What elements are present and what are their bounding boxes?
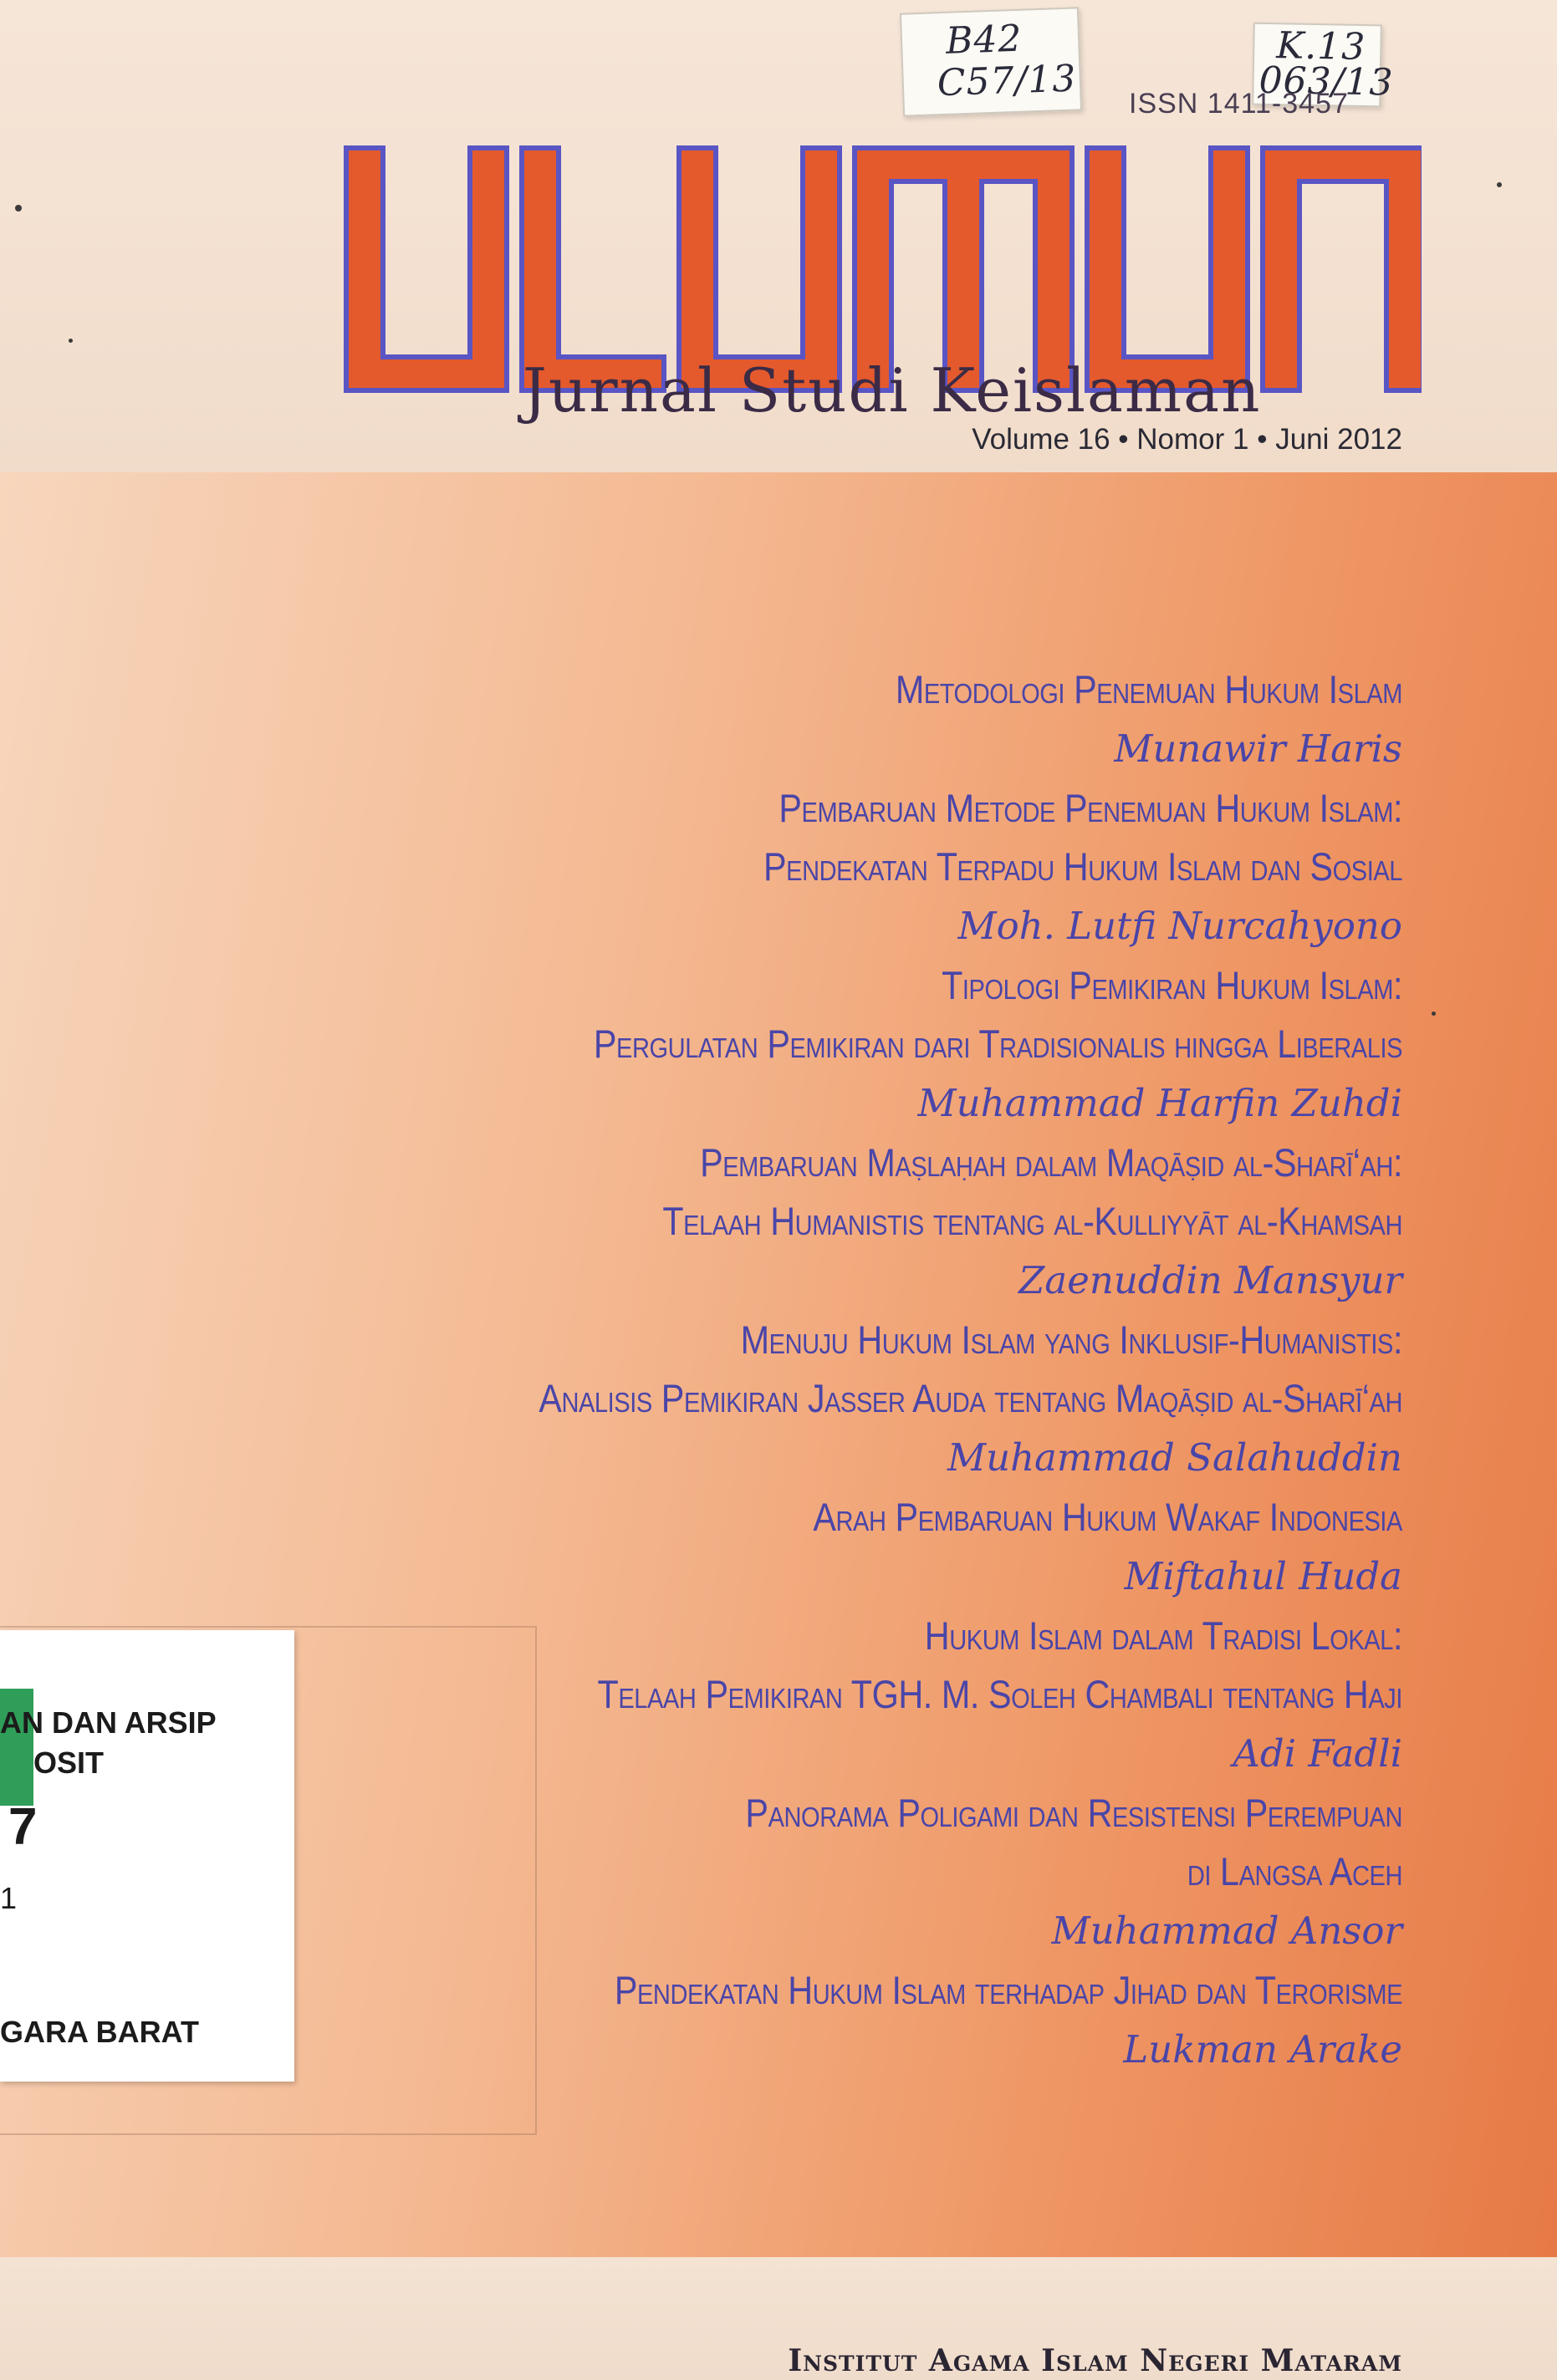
dust-speck bbox=[1497, 182, 1502, 187]
logo-letter bbox=[346, 148, 507, 390]
toc-entry bbox=[148, 779, 1402, 956]
article-author: Zaenuddin Mansyur bbox=[1018, 1258, 1402, 1302]
article-title: di Langsa Aceh bbox=[1187, 1849, 1402, 1893]
logo-letter bbox=[855, 148, 1072, 390]
article-author: Miftahul Huda bbox=[1124, 1554, 1402, 1598]
call-number-sticker bbox=[900, 7, 1082, 116]
article-title: Pergulatan Pemikiran dari Tradisionalis hingga Liberalis bbox=[593, 1022, 1402, 1066]
issue-info: Volume 16 • Nomor 1 • Juni 2012 bbox=[972, 423, 1402, 456]
toc-entry bbox=[148, 956, 1402, 1134]
publisher-name: Institut Agama Islam Negeri Mataram bbox=[788, 2343, 1402, 2378]
article-title: Menuju Hukum Islam yang Inklusif-Humanistis: bbox=[740, 1317, 1402, 1362]
accession-line-1: K.13 bbox=[1275, 24, 1366, 69]
article-title: Telaah Pemikiran TGH. M. Soleh Chambali tentang Haji bbox=[597, 1672, 1402, 1716]
logo-letter bbox=[522, 148, 664, 390]
article-title: Analisis Pemikiran Jasser Auda tentang Maqāṣid al-Sharī‘ah bbox=[539, 1376, 1402, 1420]
accession-line-2: 063/13 bbox=[1258, 59, 1394, 104]
article-author: Moh. Lutfi Nurcahyono bbox=[957, 904, 1402, 948]
article-author: Munawir Haris bbox=[1114, 726, 1402, 771]
article-title: Pembaruan Metode Penemuan Hukum Islam: bbox=[778, 786, 1402, 830]
toc-entry bbox=[148, 1488, 1402, 1607]
toc-entry bbox=[148, 1311, 1402, 1488]
dust-speck bbox=[15, 205, 22, 211]
logo-letter bbox=[1263, 148, 1422, 390]
label-line-3: 7 bbox=[8, 1798, 38, 1856]
call-number-line-1: B42 bbox=[945, 17, 1024, 63]
article-title: Tipologi Pemikiran Hukum Islam: bbox=[942, 963, 1402, 1007]
call-number-line-2: C57/13 bbox=[936, 57, 1078, 105]
label-line-4: 1 bbox=[0, 1881, 18, 1915]
article-author: Lukman Arake bbox=[1123, 2027, 1402, 2072]
article-title: Arah Pembaruan Hukum Wakaf Indonesia bbox=[813, 1495, 1402, 1539]
article-author: Muhammad Ansor bbox=[1051, 1909, 1402, 1953]
article-title: Pendekatan Hukum Islam terhadap Jihad dan Terorisme bbox=[614, 1968, 1402, 2012]
journal-subtitle: Jurnal Studi Keislaman bbox=[523, 355, 1262, 426]
article-author: Muhammad Salahuddin bbox=[947, 1435, 1402, 1480]
toc-entry bbox=[148, 660, 1402, 779]
issn-number: ISSN 1411-3457 bbox=[1129, 88, 1349, 120]
article-title: Telaah Humanistis tentang al-Kulliyyāt al-Khamsah bbox=[662, 1199, 1402, 1243]
article-title: Panorama Poligami dan Resistensi Perempuan bbox=[745, 1791, 1402, 1835]
article-author: Muhammad Harfin Zuhdi bbox=[917, 1081, 1402, 1125]
dust-speck bbox=[1432, 1012, 1436, 1016]
label-line-5: GARA BARAT bbox=[0, 2015, 199, 2049]
article-title: Metodologi Penemuan Hukum Islam bbox=[895, 667, 1402, 711]
label-line-1: AN DAN ARSIP bbox=[0, 1705, 217, 1740]
article-author: Adi Fadli bbox=[1233, 1731, 1402, 1776]
article-title: Hukum Islam dalam Tradisi Lokal: bbox=[924, 1613, 1402, 1658]
logo-letter bbox=[679, 148, 840, 390]
article-title: Pembaruan Maṣlaḥah dalam Maqāṣid al-Sharī‘ah: bbox=[700, 1140, 1402, 1185]
label-line-2: OSIT bbox=[33, 1746, 105, 1780]
library-label bbox=[0, 1630, 294, 2082]
toc-entry bbox=[148, 1134, 1402, 1311]
article-title: Pendekatan Terpadu Hukum Islam dan Sosial bbox=[763, 844, 1402, 889]
logo-letter bbox=[1087, 148, 1248, 390]
dust-speck bbox=[69, 339, 73, 343]
